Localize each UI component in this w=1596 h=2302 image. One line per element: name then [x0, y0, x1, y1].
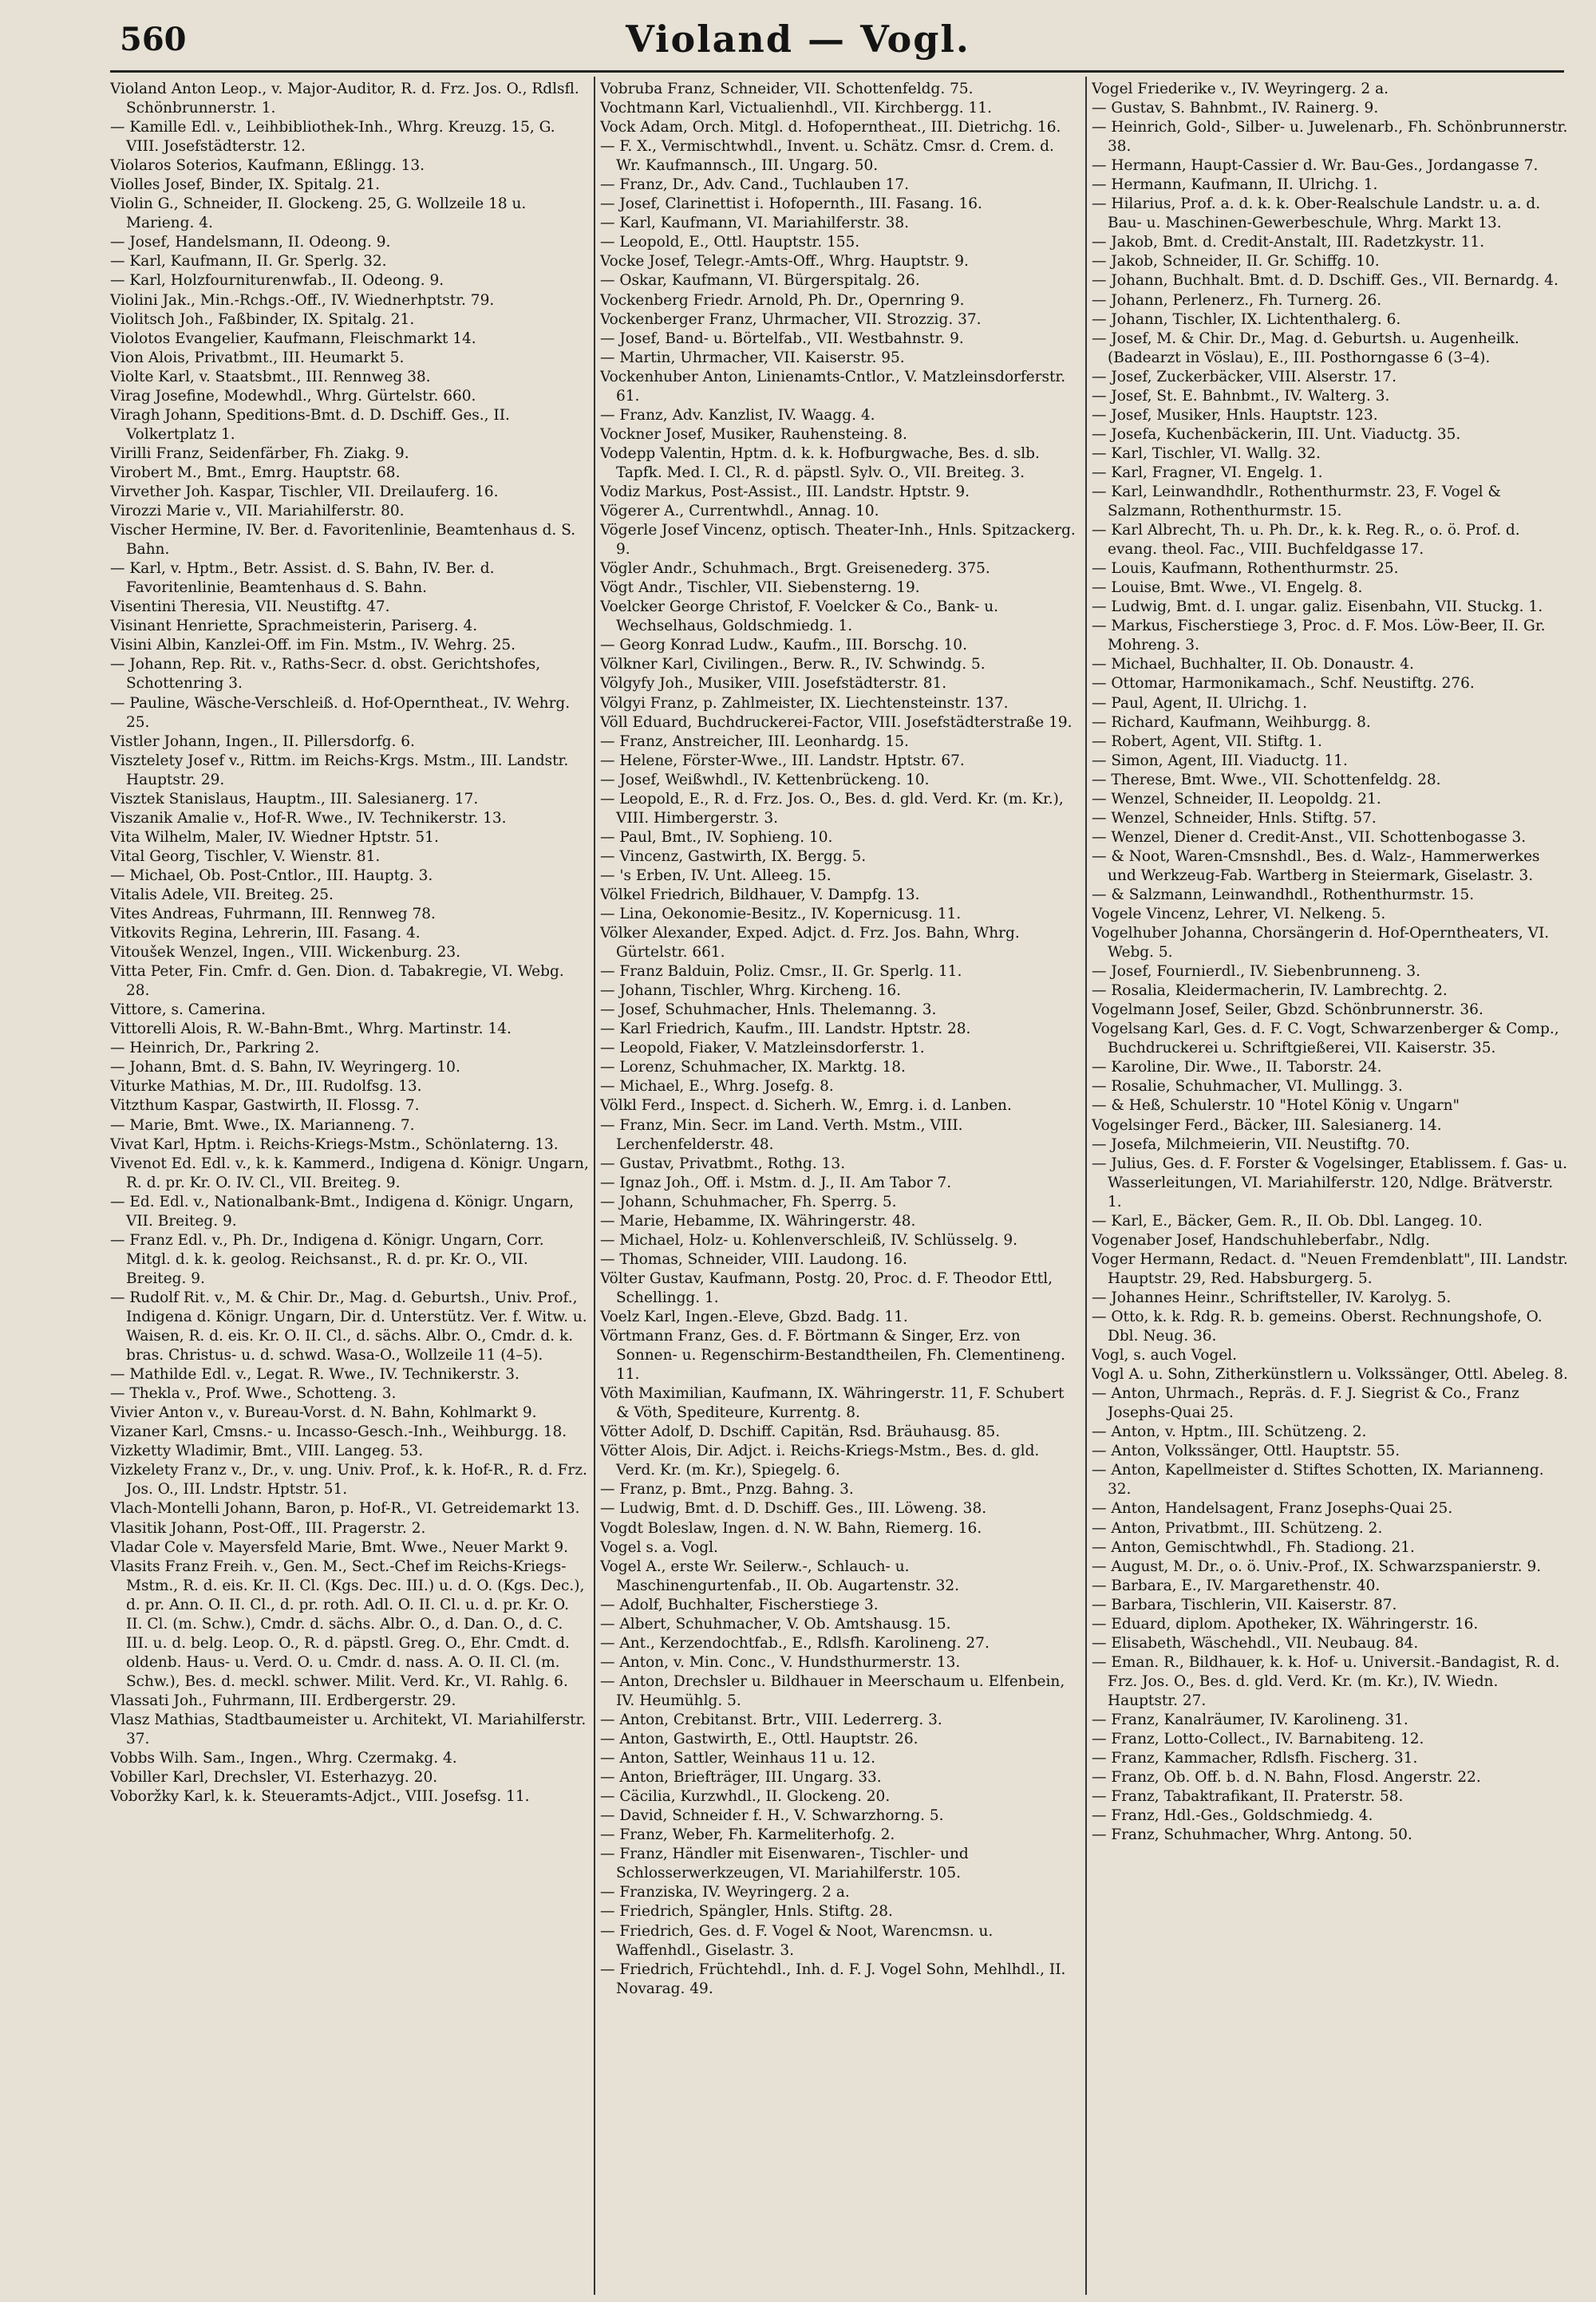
directory-entry: Vital Georg, Tischler, V. Wienstr. 81. — [110, 847, 381, 865]
directory-entry: — Johann, Bmt. d. S. Bahn, IV. Weyringerg. 10. — [110, 1059, 460, 1076]
directory-entry: Vita Wilhelm, Maler, IV. Wiedner Hptstr. 51. — [110, 828, 439, 846]
directory-entry: Violles Josef, Binder, IX. Spitalg. 21. — [110, 176, 381, 194]
directory-entry: — Heinrich, Gold-, Silber- u. Juwelenarb., Fh. Schönbrunnerstr. 38. — [1092, 119, 1568, 156]
directory-entry: — Franz Balduin, Poliz. Cmsr., II. Gr. Sperlg. 11. — [600, 963, 962, 981]
directory-entry: Voelcker George Christof, F. Voelcker & Co., Bank- u. Wechselhaus, Goldschmiedg. 1. — [600, 598, 999, 635]
directory-entry: Völkner Karl, Civilingen., Berw. R., IV. Schwindg. 5. — [600, 656, 986, 673]
directory-entry: — Karl, Fragner, VI. Engelg. 1. — [1092, 464, 1323, 481]
directory-entry: — Ant., Kerzendochtfab., E., Rdlsfh. Karolineng. 27. — [600, 1634, 990, 1652]
directory-entry: Vion Alois, Privatbmt., III. Heumarkt 5. — [110, 349, 405, 366]
directory-entry: Viturke Mathias, M. Dr., III. Rudolfsg. 13. — [110, 1078, 422, 1096]
directory-entry: Vockenberger Franz, Uhrmacher, VII. Strozzig. 37. — [600, 310, 982, 328]
directory-entry: — Karl, v. Hptm., Betr. Assist. d. S. Bahn, IV. Ber. d. Favoritenlinie, Beamtenhaus d. S. Bahn. — [110, 560, 495, 597]
directory-entry: Vites Andreas, Fuhrmann, III. Rennweg 78. — [110, 906, 436, 923]
directory-entry: Visentini Theresia, VII. Neustiftg. 47. — [110, 598, 390, 616]
directory-entry: Vischer Hermine, IV. Ber. d. Favoritenlinie, Beamtenhaus d. S. Bahn. — [110, 522, 576, 559]
directory-entry: — Karl Friedrich, Kaufm., III. Landstr. Hptstr. 28. — [600, 1021, 971, 1038]
directory-entry: Vock Adam, Orch. Mitgl. d. Hofoperntheat., III. Dietrichg. 16. — [600, 119, 1061, 136]
directory-entry: — Anton, Sattler, Weinhaus 11 u. 12. — [600, 1750, 875, 1767]
directory-entry: — Richard, Kaufmann, Weihburgg. 8. — [1092, 713, 1371, 731]
directory-entry: Viszanik Amalie v., Hof-R. Wwe., IV. Technikerstr. 13. — [110, 809, 507, 827]
directory-entry: — Barbara, Tischlerin, VII. Kaiserstr. 87. — [1092, 1596, 1397, 1613]
directory-entry: — Josef, Weißwhdl., IV. Kettenbrückeng. 10. — [600, 771, 930, 788]
directory-entry: — Pauline, Wäsche-Verschleiß. d. Hof-Operntheat., IV. Wehrg. 25. — [110, 694, 571, 731]
directory-entry: Vogelhuber Johanna, Chorsängerin d. Hof-Operntheaters, VI. Webg. 5. — [1092, 925, 1550, 961]
directory-entry: — Josef, M. & Chir. Dr., Mag. d. Geburtsh. u. Augenheilk. (Badearzt in Vöslau), E., III. Posthorngasse 6 (3–4). — [1092, 330, 1519, 366]
directory-entry: — Louis, Kaufmann, Rothenthurmstr. 25. — [1092, 560, 1399, 578]
directory-entry: — Ludwig, Bmt. d. D. Dschiff. Ges., III. Löweng. 38. — [600, 1500, 987, 1518]
directory-entry: — Franz, Kammacher, Rdlsfh. Fischerg. 31. — [1092, 1750, 1418, 1767]
directory-entry: Vlasits Franz Freih. v., Gen. M., Sect.-Chef im Reichs-Kriegs-Mstm., R. d. eis. Kr. II. Cl. (Kgs. Dec. III.) u. d. O. (Kgs. Dec.), d. pr. Ann. O. II. Cl., d. pr. roth. Adl. O. II. Cl. u. d. pr. Kr. O. II. Cl. (m. Schw.), Cmdr. d. sächs. Albr. O., d. Dan. O., d. C. III. u. d. belg. Leop. O., R. d. päpstl. Greg. O., Ehr. Cmdt. d. oldenb. Haus- u. Verd. O. u. Cmdr. d. nass. A. O. II. Cl. (m. Schw.), Bes. d. meckl. schwer. Milit. Verd. Kr., VI. Rahlg. 6. — [110, 1558, 585, 1690]
directory-entry: Vörtmann Franz, Ges. d. F. Börtmann & Singer, Erz. von Sonnen- u. Regenschirm-Bestandtheilen, Fh. Clementineng. 11. — [600, 1328, 1066, 1384]
directory-entry: Völgyi Franz, p. Zahlmeister, IX. Liechtensteinstr. 137. — [600, 694, 1009, 712]
directory-entry: — Rosalie, Schuhmacher, VI. Mullingg. 3. — [1092, 1078, 1403, 1096]
directory-entry: — Leopold, Fiaker, V. Matzleinsdorferstr. 1. — [600, 1040, 925, 1057]
directory-entry: — Thekla v., Prof. Wwe., Schotteng. 3. — [110, 1385, 397, 1403]
directory-entry: — Johann, Rep. Rit. v., Raths-Secr. d. obst. Gerichtshofes, Schottenring 3. — [110, 656, 541, 693]
directory-column-2 — [600, 80, 1079, 2290]
directory-entry: — Josefa, Kuchenbäckerin, III. Unt. Viaductg. 35. — [1092, 425, 1461, 443]
directory-entry: Vizkelety Franz v., Dr., v. ung. Univ. Prof., k. k. Hof-R., R. d. Frz. Jos. O., III. Lndstr. Hptstr. 51. — [110, 1462, 587, 1498]
directory-entry: Vögler Andr., Schuhmach., Brgt. Greisenederg. 375. — [600, 560, 990, 578]
directory-entry: — Michael, Buchhalter, II. Ob. Donaustr. 4. — [1092, 656, 1414, 673]
directory-entry: Viragh Johann, Speditions-Bmt. d. D. Dschiff. Ges., II. Volkertplatz 1. — [110, 406, 510, 443]
directory-entry: — Marie, Hebamme, IX. Währingerstr. 48. — [600, 1212, 916, 1230]
directory-entry: Vistler Johann, Ingen., II. Pillersdorfg. 6. — [110, 732, 415, 750]
directory-entry: Visinant Henriette, Sprachmeisterin, Pariserg. 4. — [110, 618, 478, 635]
directory-entry: — Therese, Bmt. Wwe., VII. Schottenfeldg. 28. — [1092, 771, 1441, 788]
directory-entry: Violin G., Schneider, II. Glockeng. 25, G. Wollzeile 18 u. Marieng. 4. — [110, 195, 527, 232]
directory-entry: — Franz, Händler mit Eisenwaren-, Tischler- und Schlosserwerkzeugen, VI. Mariahilferstr. 105. — [600, 1846, 969, 1882]
directory-entry: Vitalis Adele, VII. Breiteg. 25. — [110, 886, 334, 903]
directory-entry: — Heinrich, Dr., Parkring 2. — [110, 1040, 320, 1057]
directory-entry: — Jakob, Schneider, II. Gr. Schiffg. 10. — [1092, 253, 1380, 270]
directory-entry: — Ed. Edl. v., Nationalbank-Bmt., Indigena d. Königr. Ungarn, VII. Breiteg. 9. — [110, 1193, 575, 1230]
directory-entry: — Friedrich, Spängler, Hnls. Stiftg. 28. — [600, 1903, 893, 1921]
directory-entry: — Rosalia, Kleidermacherin, IV. Lambrechtg. 2. — [1092, 982, 1448, 1000]
directory-entry: Vogele Vincenz, Lehrer, VI. Nelkeng. 5. — [1092, 906, 1386, 923]
directory-entry: — Friedrich, Ges. d. F. Vogel & Noot, Warencmsn. u. Waffenhdl., Giselastr. 3. — [600, 1922, 994, 1959]
directory-entry: Vobruba Franz, Schneider, VII. Schottenfeldg. 75. — [600, 81, 974, 97]
directory-entry: — Michael, Holz- u. Kohlenverschleiß, IV. Schlüsselg. 9. — [600, 1231, 1018, 1249]
directory-entry: Vöth Maximilian, Kaufmann, IX. Währingerstr. 11, F. Schubert & Vöth, Spediteure, Kurrentg. 8. — [600, 1385, 1065, 1422]
directory-entry: — Anton, Privatbmt., III. Schützeng. 2. — [1092, 1519, 1383, 1537]
directory-entry: — Anton, Volkssänger, Ottl. Hauptstr. 55. — [1092, 1443, 1400, 1460]
directory-entry: — Jakob, Bmt. d. Credit-Anstalt, III. Radetzkystr. 11. — [1092, 234, 1485, 251]
directory-entry: Völl Eduard, Buchdruckerei-Factor, VIII. Josefstädterstraße 19. — [600, 713, 1073, 731]
directory-entry: — Paul, Bmt., IV. Sophieng. 10. — [600, 828, 833, 846]
directory-entry: Vladar Cole v. Mayersfeld Marie, Bmt. Wwe., Neuer Markt 9. — [110, 1538, 569, 1556]
directory-entry: — Anton, Handelsagent, Franz Josephs-Quai 25. — [1092, 1500, 1453, 1518]
directory-entry: — Johann, Tischler, IX. Lichtenthalerg. 6. — [1092, 310, 1401, 328]
directory-entry: — Johann, Tischler, Whrg. Kircheng. 16. — [600, 982, 902, 1000]
directory-entry: Violte Karl, v. Staatsbmt., III. Rennweg 38. — [110, 368, 431, 385]
directory-entry: — & Noot, Waren-Cmsnshdl., Bes. d. Walz-, Hammerwerkes und Werkzeug-Fab. Wartberg in Steiermark, Giselastr. 3. — [1092, 847, 1540, 884]
directory-entry: Vogl A. u. Sohn, Zitherkünstlern u. Volkssänger, Ottl. Abeleg. 8. — [1092, 1366, 1568, 1384]
directory-entry: — Michael, Ob. Post-Cntlor., III. Hauptg. 3. — [110, 867, 433, 884]
directory-entry: Vobbs Wilh. Sam., Ingen., Whrg. Czermakg. 4. — [110, 1750, 457, 1767]
directory-entry: — Vincenz, Gastwirth, IX. Bergg. 5. — [600, 847, 867, 865]
directory-entry: — Karl, Holzfourniturenwfab., II. Odeong. 9. — [110, 272, 444, 290]
directory-entry: — Wenzel, Diener d. Credit-Anst., VII. Schottenbogasse 3. — [1092, 828, 1527, 846]
directory-entry: — Martin, Uhrmacher, VII. Kaiserstr. 95. — [600, 349, 905, 366]
directory-entry: — Franz Edl. v., Ph. Dr., Indigena d. Königr. Ungarn, Corr. Mitgl. d. k. k. geolog. Reichsanst., R. d. pr. Kr. O., VII. Breiteg. 9. — [110, 1231, 544, 1287]
directory-entry: — Anton, Gastwirth, E., Ottl. Hauptstr. 26. — [600, 1731, 918, 1748]
directory-entry: Voelz Karl, Ingen.-Eleve, Gbzd. Badg. 11. — [600, 1309, 908, 1325]
directory-entry: — Hermann, Kaufmann, II. Ulrichg. 1. — [1092, 176, 1378, 194]
directory-entry: — Julius, Ges. d. F. Forster & Vogelsinger, Etablissem. f. Gas- u. Wasserleitungen, VI. Mariahilferstr. 120, Ndlge. Brätverstr. 1. — [1092, 1155, 1568, 1210]
directory-entry: Vögt Andr., Tischler, VII. Siebensterng. 19. — [600, 579, 920, 597]
directory-entry: — Anton, Briefträger, III. Ungarg. 33. — [600, 1769, 882, 1787]
directory-entry: Vlach-Montelli Johann, Baron, p. Hof-R., VI. Getreidemarkt 13. — [110, 1500, 580, 1518]
directory-entry: — Gustav, Privatbmt., Rothg. 13. — [600, 1155, 846, 1172]
directory-entry: — Anton, Crebitanst. Brtr., VIII. Lederrerg. 3. — [600, 1711, 942, 1728]
directory-entry: Vockenhuber Anton, Linienamts-Cntlor., V. Matzleinsdorferstr. 61. — [600, 368, 1066, 405]
column-divider — [1085, 77, 1087, 2295]
directory-entry: — Franz, Tabaktrafikant, II. Praterstr. 58. — [1092, 1788, 1404, 1806]
directory-entry: — Hilarius, Prof. a. d. k. k. Ober-Realschule Landstr. u. a. d. Bau- u. Maschinen-Gewerbeschule, Whrg. Markt 13. — [1092, 195, 1541, 232]
directory-entry: — Lina, Oekonomie-Besitz., IV. Kopernicusg. 11. — [600, 906, 962, 923]
directory-entry: — F. X., Vermischtwhdl., Invent. u. Schätz. Cmsr. d. Crem. d. Wr. Kaufmannsch., III. Ungarg. 50. — [600, 138, 1054, 175]
directory-entry: — Anton, Drechsler u. Bildhauer in Meerschaum u. Elfenbein, IV. Heumühlg. 5. — [600, 1672, 1065, 1709]
directory-entry: — 's Erben, IV. Unt. Alleeg. 15. — [600, 867, 832, 884]
directory-entry: Violotos Evangelier, Kaufmann, Fleischmarkt 14. — [110, 330, 476, 347]
directory-entry: — & Heß, Schulerstr. 10 "Hotel König v. Ungarn" — [1092, 1097, 1460, 1115]
directory-entry: — Elisabeth, Wäschehdl., VII. Neubaug. 84. — [1092, 1634, 1419, 1652]
directory-entry: Vogenaber Josef, Handschuhleberfabr., Ndlg. — [1092, 1231, 1430, 1249]
directory-entry: Vogel A., erste Wr. Seilerw.-, Schlauch- u. Maschinengurtenfab., II. Ob. Augartenstr. 32. — [600, 1558, 960, 1594]
directory-entry: Vlassati Joh., Fuhrmann, III. Erdbergerstr. 29. — [110, 1692, 456, 1709]
directory-entry: — Leopold, E., R. d. Frz. Jos. O., Bes. d. gld. Verd. Kr. (m. Kr.), VIII. Himbergerstr. 3. — [600, 790, 1064, 827]
directory-entry: — Anton, Gemischtwhdl., Fh. Stadiong. 21. — [1092, 1538, 1415, 1556]
directory-entry: — Ignaz Joh., Off. i. Mstm. d. J., II. Am Tabor 7. — [600, 1174, 952, 1191]
directory-entry: — Franz, Min. Secr. im Land. Verth. Mstm., VIII. Lerchenfelderstr. 48. — [600, 1116, 963, 1153]
directory-entry: Virozzi Marie v., VII. Mariahilferstr. 80. — [110, 503, 405, 520]
directory-entry: — Franz, Ob. Off. b. d. N. Bahn, Flosd. Angerstr. 22. — [1092, 1769, 1481, 1787]
directory-entry: — Johann, Buchhalt. Bmt. d. D. Dschiff. Ges., VII. Bernardg. 4. — [1092, 272, 1558, 290]
directory-entry: — Leopold, E., Ottl. Hauptstr. 155. — [600, 234, 860, 251]
directory-entry: Vogl, s. auch Vogel. — [1092, 1347, 1238, 1364]
directory-entry: — Michael, E., Whrg. Josefg. 8. — [600, 1078, 834, 1096]
directory-entry: — Franz, Dr., Adv. Cand., Tuchlauben 17. — [600, 176, 910, 194]
directory-entry: — Franz, Weber, Fh. Karmeliterhofg. 2. — [600, 1826, 895, 1844]
directory-entry: — Josef, Fournierdl., IV. Siebenbrunneng. 3. — [1092, 963, 1421, 981]
directory-entry: — Franz, p. Bmt., Pnzg. Bahng. 3. — [600, 1481, 854, 1498]
directory-entry: Vodiz Markus, Post-Assist., III. Landstr. Hptstr. 9. — [600, 483, 970, 500]
directory-entry: Vivenot Ed. Edl. v., k. k. Kammerd., Indigena d. Königr. Ungarn, R. d. pr. Kr. O. IV. Cl., VII. Breiteg. 9. — [110, 1155, 589, 1191]
directory-entry: Vogdt Boleslaw, Ingen. d. N. W. Bahn, Riemerg. 16. — [600, 1519, 982, 1537]
directory-entry: — Wenzel, Schneider, Hnls. Stiftg. 57. — [1092, 809, 1377, 827]
directory-entry: — Franz, Lotto-Collect., IV. Barnabiteng. 12. — [1092, 1731, 1424, 1748]
directory-entry: Virag Josefine, Modewhdl., Whrg. Gürtelstr. 660. — [110, 387, 476, 405]
directory-entry: — Albert, Schuhmacher, V. Ob. Amtshausg. 15. — [600, 1615, 951, 1633]
directory-entry: — Georg Konrad Ludw., Kaufm., III. Borschg. 10. — [600, 637, 967, 654]
directory-entry: Visztelety Josef v., Rittm. im Reichs-Krgs. Mstm., III. Landstr. Hauptstr. 29. — [110, 752, 569, 788]
directory-entry: — Karl Albrecht, Th. u. Ph. Dr., k. k. Reg. R., o. ö. Prof. d. evang. theol. Fac., VIII. Buchfeldgasse 17. — [1092, 522, 1520, 559]
directory-entry: Völgyfy Joh., Musiker, VIII. Josefstädterstr. 81. — [600, 675, 947, 693]
directory-entry: Völker Alexander, Exped. Adjct. d. Frz. Jos. Bahn, Whrg. Gürtelstr. 661. — [600, 925, 1020, 961]
directory-entry: — Anton, v. Hptm., III. Schützeng. 2. — [1092, 1423, 1367, 1441]
directory-entry: — Adolf, Buchhalter, Fischerstiege 3. — [600, 1596, 879, 1613]
directory-entry: Virvether Joh. Kaspar, Tischler, VII. Dreilauferg. 16. — [110, 483, 499, 500]
directory-entry: — Anton, v. Min. Conc., V. Hundsthurmerstr. 13. — [600, 1653, 961, 1671]
directory-column-3 — [1092, 80, 1570, 2290]
directory-entry: — Josef, Musiker, Hnls. Hauptstr. 123. — [1092, 406, 1378, 424]
directory-entry: — Franziska, IV. Weyringerg. 2 a. — [600, 1884, 850, 1901]
directory-entry: — Eduard, diplom. Apotheker, IX. Währingerstr. 16. — [1092, 1615, 1479, 1633]
directory-entry: — Otto, k. k. Rdg. R. b. gemeins. Oberst. Rechnungshofe, O. Dbl. Neug. 36. — [1092, 1309, 1543, 1345]
directory-entry: — Eman. R., Bildhauer, k. k. Hof- u. Universit.-Bandagist, R. d. Frz. Jos. O., Bes. d. gld. Verd. Kr. (m. Kr.), IV. Wiedn. Hauptstr. 27. — [1092, 1653, 1560, 1709]
directory-entry: — Franz, Schuhmacher, Whrg. Antong. 50. — [1092, 1826, 1412, 1844]
directory-entry: — Franz, Anstreicher, III. Leonhardg. 15. — [600, 732, 909, 750]
directory-entry: — Johannes Heinr., Schriftsteller, IV. Karolyg. 5. — [1092, 1289, 1452, 1306]
directory-entry: — Louise, Bmt. Wwe., VI. Engelg. 8. — [1092, 579, 1363, 597]
directory-entry: Vlasz Mathias, Stadtbaumeister u. Architekt, VI. Mariahilferstr. 37. — [110, 1711, 587, 1748]
directory-entry: — Karl, Tischler, VI. Wallg. 32. — [1092, 444, 1321, 462]
directory-entry: — Anton, Uhrmach., Repräs. d. F. J. Siegrist & Co., Franz Josephs-Quai 25. — [1092, 1385, 1519, 1422]
directory-entry: Voboržky Karl, k. k. Steueramts-Adjct., VIII. Josefsg. 11. — [110, 1788, 530, 1806]
page-title: Violand — Vogl. — [626, 18, 970, 61]
directory-entry: Voger Hermann, Redact. d. "Neuen Fremdenblatt", III. Landstr. Hauptstr. 29, Red. Habsburgerg. 5. — [1092, 1250, 1568, 1287]
column-divider — [594, 77, 595, 2295]
directory-entry: — Ottomar, Harmonikamach., Schf. Neustiftg. 276. — [1092, 675, 1475, 693]
directory-entry: — Josefa, Milchmeierin, VII. Neustiftg. 70. — [1092, 1135, 1410, 1153]
directory-entry: — Thomas, Schneider, VIII. Laudong. 16. — [600, 1250, 907, 1268]
directory-entry: Vögerer A., Currentwhdl., Annag. 10. — [600, 503, 879, 520]
directory-entry: — David, Schneider f. H., V. Schwarzhorng. 5. — [600, 1807, 944, 1825]
directory-entry: Vobiller Karl, Drechsler, VI. Esterhazyg. 20. — [110, 1769, 438, 1787]
directory-entry: Vocke Josef, Telegr.-Amts-Off., Whrg. Hauptstr. 9. — [600, 253, 969, 270]
directory-entry: — Karl, Leinwandhdlr., Rothenthurmstr. 23, F. Vogel & Salzmann, Rothenthurmstr. 15. — [1092, 483, 1501, 520]
directory-entry: Völkl Ferd., Inspect. d. Sicherh. W., Emrg. i. d. Lanben. — [600, 1097, 1012, 1115]
directory-entry: — Karoline, Dir. Wwe., II. Taborstr. 24. — [1092, 1059, 1382, 1076]
directory-entry: — Markus, Fischerstiege 3, Proc. d. F. Mos. Löw-Beer, II. Gr. Mohreng. 3. — [1092, 618, 1546, 654]
directory-entry: — Franz, Adv. Kanzlist, IV. Waagg. 4. — [600, 406, 875, 424]
directory-entry: Vivat Karl, Hptm. i. Reichs-Kriegs-Mstm., Schönlaterng. 13. — [110, 1135, 559, 1153]
directory-entry: — Josef, Band- u. Börtelfab., VII. Westbahnstr. 9. — [600, 330, 964, 347]
directory-entry: Vogel s. a. Vogl. — [600, 1538, 718, 1556]
directory-entry: Völkel Friedrich, Bildhauer, V. Dampfg. 13. — [600, 886, 920, 903]
directory-entry: Vötter Alois, Dir. Adjct. i. Reichs-Kriegs-Mstm., Bes. d. gld. Verd. Kr. (m. Kr.), Spiegelg. 6. — [600, 1443, 1040, 1479]
directory-entry: — Barbara, E., IV. Margarethenstr. 40. — [1092, 1577, 1381, 1594]
directory-entry: Vogelsinger Ferd., Bäcker, III. Salesianerg. 14. — [1092, 1116, 1442, 1134]
directory-entry: — Kamille Edl. v., Leihbibliothek-Inh., Whrg. Kreuzg. 15, G. VIII. Josefstädterstr. 12. — [110, 119, 555, 156]
directory-entry: Vittorelli Alois, R. W.-Bahn-Bmt., Whrg. Martinstr. 14. — [110, 1021, 512, 1038]
directory-entry: Vitoušek Wenzel, Ingen., VIII. Wickenburg. 23. — [110, 944, 460, 961]
header-rule — [110, 70, 1564, 73]
page-number: 560 — [120, 21, 187, 58]
directory-entry: Vitta Peter, Fin. Cmfr. d. Gen. Dion. d. Tabakregie, VI. Webg. 28. — [110, 963, 564, 1000]
directory-entry: — Josef, Zuckerbäcker, VIII. Alserstr. 17. — [1092, 368, 1396, 385]
directory-entry: — Friedrich, Früchtehdl., Inh. d. F. J. Vogel Sohn, Mehlhdl., II. Novarag. 49. — [600, 1960, 1066, 1997]
directory-entry: Vockenberg Friedr. Arnold, Ph. Dr., Opernring 9. — [600, 291, 965, 309]
directory-entry: Vögerle Josef Vincenz, optisch. Theater-Inh., Hnls. Spitzackerg. 9. — [600, 522, 1076, 559]
directory-entry: — August, M. Dr., o. ö. Univ.-Prof., IX. Schwarzspanierstr. 9. — [1092, 1558, 1542, 1575]
directory-entry: — Robert, Agent, VII. Stiftg. 1. — [1092, 732, 1322, 750]
directory-entry: — Mathilde Edl. v., Legat. R. Wwe., IV. Technikerstr. 3. — [110, 1366, 519, 1384]
directory-entry: — Lorenz, Schuhmacher, IX. Marktg. 18. — [600, 1059, 906, 1076]
directory-entry: — Ludwig, Bmt. d. I. ungar. galiz. Eisenbahn, VII. Stuckg. 1. — [1092, 598, 1543, 616]
directory-entry: — Karl, E., Bäcker, Gem. R., II. Ob. Dbl. Langeg. 10. — [1092, 1212, 1483, 1230]
directory-entry: — Wenzel, Schneider, II. Leopoldg. 21. — [1092, 790, 1381, 807]
directory-entry: Virilli Franz, Seidenfärber, Fh. Ziakg. 9. — [110, 444, 409, 462]
directory-entry: — Franz, Hdl.-Ges., Goldschmiedg. 4. — [1092, 1807, 1373, 1825]
directory-entry: — & Salzmann, Leinwandhdl., Rothenthurmstr. 15. — [1092, 886, 1475, 903]
directory-entry: — Marie, Bmt. Wwe., IX. Marianneng. 7. — [110, 1116, 415, 1134]
directory-entry: Vockner Josef, Musiker, Rauhensteing. 8. — [600, 425, 907, 443]
directory-entry: — Helene, Förster-Wwe., III. Landstr. Hptstr. 67. — [600, 752, 965, 769]
directory-entry: Völter Gustav, Kaufmann, Postg. 20, Proc. d. F. Theodor Ettl, Schellingg. 1. — [600, 1269, 1053, 1306]
directory-entry: — Rudolf Rit. v., M. & Chir. Dr., Mag. d. Geburtsh., Univ. Prof., Indigena d. Königr. Ungarn, Dir. d. Unterstütz. Ver. f. Witw. u. Waisen, R. d. eis. Kr. O. II. Cl., d. sächs. Albr. O., Cmdr. d. k. bras. Christus- u. d. schwd. Wasa-O., Wollzeile 11 (4–5). — [110, 1289, 587, 1364]
directory-entry: Violitsch Joh., Faßbinder, IX. Spitalg. 21. — [110, 310, 415, 328]
directory-entry: — Hermann, Haupt-Cassier d. Wr. Bau-Ges., Jordangasse 7. — [1092, 157, 1539, 175]
directory-entry: Vogel Friederike v., IV. Weyringerg. 2 a. — [1092, 81, 1389, 97]
directory-entry: — Karl, Kaufmann, VI. Mariahilferstr. 38. — [600, 215, 910, 232]
directory-entry: — Josef, Schuhmacher, Hnls. Thelemanng. 3. — [600, 1001, 937, 1019]
directory-entry: Vizketty Wladimir, Bmt., VIII. Langeg. 53. — [110, 1443, 424, 1460]
directory-entry: Vivier Anton v., v. Bureau-Vorst. d. N. Bahn, Kohlmarkt 9. — [110, 1404, 537, 1422]
directory-entry: — Johann, Schuhmacher, Fh. Sperrg. 5. — [600, 1193, 897, 1210]
directory-entry: — Josef, St. E. Bahnbmt., IV. Walterg. 3. — [1092, 387, 1390, 405]
directory-entry: Violaros Soterios, Kaufmann, Eßlingg. 13. — [110, 157, 425, 175]
directory-entry: — Anton, Kapellmeister d. Stiftes Schotten, IX. Marianneng. 32. — [1092, 1462, 1544, 1498]
directory-entry: — Josef, Handelsmann, II. Odeong. 9. — [110, 234, 391, 251]
directory-entry: — Simon, Agent, III. Viaductg. 11. — [1092, 752, 1348, 769]
directory-entry: Vittore, s. Camerina. — [110, 1001, 267, 1019]
directory-entry: — Karl, Kaufmann, II. Gr. Sperlg. 32. — [110, 253, 387, 270]
directory-entry: Vötter Adolf, D. Dschiff. Capitän, Rsd. Bräuhausg. 85. — [600, 1423, 1001, 1441]
directory-entry: Virobert M., Bmt., Emrg. Hauptstr. 68. — [110, 464, 401, 481]
directory-entry: Vlasitik Johann, Post-Off., III. Pragerstr. 2. — [110, 1519, 426, 1537]
directory-entry: Vitzthum Kaspar, Gastwirth, II. Flossg. 7. — [110, 1097, 420, 1115]
directory-entry: Vogelsang Karl, Ges. d. F. C. Vogt, Schwarzenberger & Comp., Buchdruckerei u. Schriftgießerei, VII. Kaiserstr. 35. — [1092, 1021, 1559, 1057]
directory-entry: — Josef, Clarinettist i. Hofopernth., III. Fasang. 16. — [600, 195, 982, 213]
directory-entry: Vizaner Karl, Cmsns.- u. Incasso-Gesch.-Inh., Weihburgg. 18. — [110, 1423, 567, 1441]
directory-entry: — Paul, Agent, II. Ulrichg. 1. — [1092, 694, 1308, 712]
directory-column-1 — [110, 80, 589, 2290]
directory-entry: Vochtmann Karl, Victualienhdl., VII. Kirchbergg. 11. — [600, 100, 992, 117]
directory-entry: — Oskar, Kaufmann, VI. Bürgerspitalg. 26. — [600, 272, 920, 290]
directory-entry: Violand Anton Leop., v. Major-Auditor, R. d. Frz. Jos. O., Rdlsfl. Schönbrunnerstr. 1. — [110, 81, 579, 117]
directory-entry: Visztek Stanislaus, Hauptm., III. Salesianerg. 17. — [110, 790, 479, 807]
directory-entry: Violini Jak., Min.-Rchgs.-Off., IV. Wiednerhptstr. 79. — [110, 291, 495, 309]
directory-entry: — Cäcilia, Kurzwhdl., II. Glockeng. 20. — [600, 1788, 891, 1806]
directory-entry: Vodepp Valentin, Hptm. d. k. k. Hofburgwache, Bes. d. slb. Tapfk. Med. I. Cl., R. d. päpstl. Sylv. O., VII. Breiteg. 3. — [600, 444, 1040, 481]
directory-entry: — Franz, Kanalräumer, IV. Karolineng. 31. — [1092, 1711, 1408, 1728]
directory-entry: — Gustav, S. Bahnbmt., IV. Rainerg. 9. — [1092, 100, 1379, 117]
directory-entry: Visini Albin, Kanzlei-Off. im Fin. Mstm., IV. Wehrg. 25. — [110, 637, 516, 654]
directory-entry: — Johann, Perlenerz., Fh. Turnerg. 26. — [1092, 291, 1382, 309]
directory-entry: Vogelmann Josef, Seiler, Gbzd. Schönbrunnerstr. 36. — [1092, 1001, 1483, 1019]
directory-entry: Vitkovits Regina, Lehrerin, III. Fasang. 4. — [110, 925, 421, 942]
